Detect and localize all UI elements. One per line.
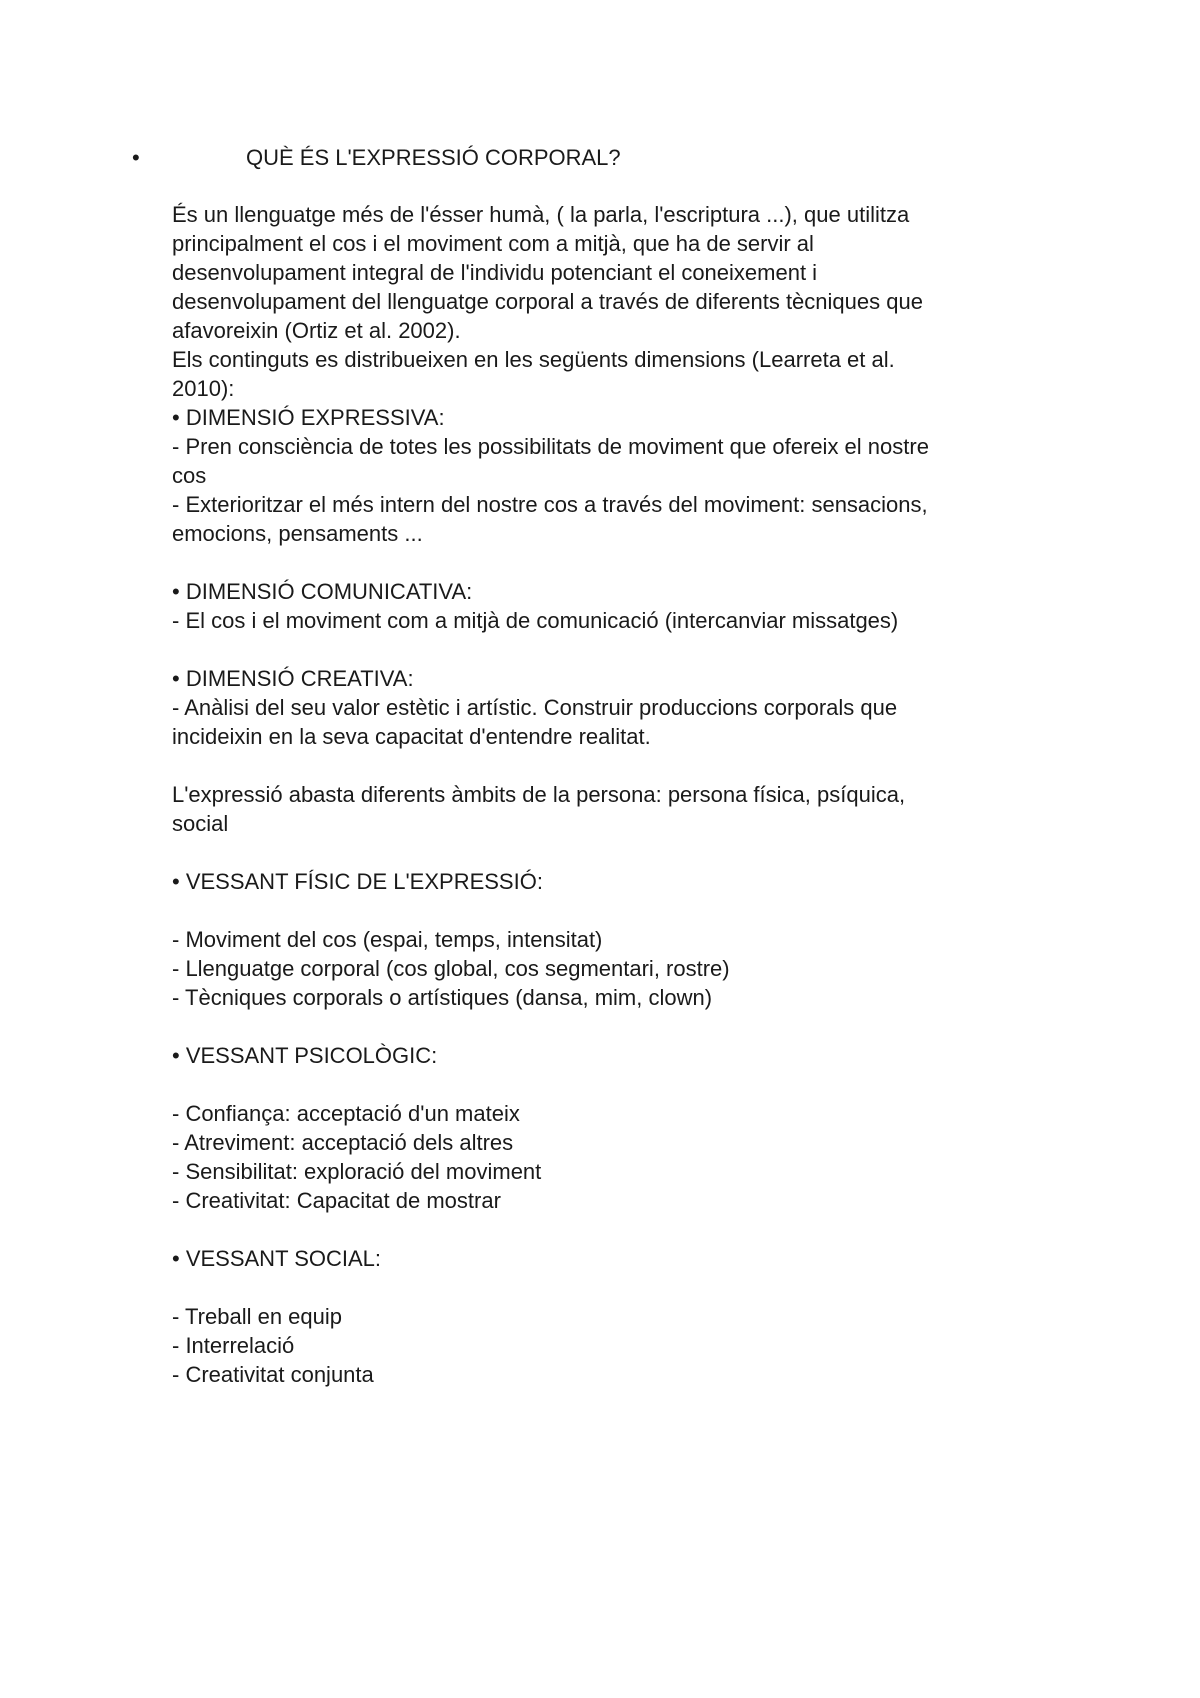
dimension-creativa-section [172, 664, 1032, 751]
vessant-psicologic-item: - Sensibilitat: exploració del moviment [172, 1159, 542, 1184]
dimension-expressiva-line: cos [172, 463, 207, 488]
heading-bullet: • [132, 145, 140, 170]
intro-line: desenvolupament integral de l'individu potenciant el coneixement i [172, 260, 818, 285]
vessant-social-item: - Treball en equip [172, 1304, 342, 1329]
spacer [172, 1012, 1032, 1041]
spacer [172, 1273, 1032, 1302]
vessant-psicologic-item: - Atreviment: acceptació dels altres [172, 1130, 514, 1155]
spacer [172, 896, 1032, 925]
dimension-comunicativa-line: - El cos i el moviment com a mitjà de comunicació (intercanviar missatges) [172, 608, 899, 633]
document-heading: QUÈ ÉS L'EXPRESSIÓ CORPORAL? [246, 145, 621, 170]
vessant-fisic-item: - Moviment del cos (espai, temps, intensitat) [172, 927, 603, 952]
spacer [172, 548, 1032, 577]
spacer [172, 635, 1032, 664]
vessant-psicologic-section [172, 1041, 1032, 1215]
vessant-psicologic-item: - Creativitat: Capacitat de mostrar [172, 1188, 501, 1213]
vessant-social-section [172, 1244, 1032, 1389]
vessant-social-title: • VESSANT SOCIAL: [172, 1246, 382, 1271]
spacer [172, 838, 1032, 867]
dimension-expressiva-line: - Pren consciència de totes les possibilitats de moviment que ofereix el nostre [172, 434, 929, 459]
spacer [172, 751, 1032, 780]
vessant-fisic-item: - Tècniques corporals o artístiques (dansa, mim, clown) [172, 985, 713, 1010]
dimension-creativa-line: - Anàlisi del seu valor estètic i artístic. Construir produccions corporals que [172, 695, 898, 720]
heading-row [0, 142, 1200, 174]
dimension-creativa-line: incideixin en la seva capacitat d'entendre realitat. [172, 724, 651, 749]
intro-paragraph [172, 200, 1032, 403]
ambits-line: L'expressió abasta diferents àmbits de la persona: persona física, psíquica, [172, 782, 906, 807]
vessant-fisic-title: • VESSANT FÍSIC DE L'EXPRESSIÓ: [172, 869, 543, 894]
vessant-psicologic-item: - Confiança: acceptació d'un mateix [172, 1101, 520, 1126]
vessant-psicologic-title: • VESSANT PSICOLÒGIC: [172, 1043, 438, 1068]
dimension-creativa-title: • DIMENSIÓ CREATIVA: [172, 666, 414, 691]
intro-line: afavoreixin (Ortiz et al. 2002). [172, 318, 461, 343]
intro-line: 2010): [172, 376, 235, 401]
document-body [172, 200, 1032, 1389]
vessant-social-item: - Interrelació [172, 1333, 295, 1358]
ambits-paragraph [172, 780, 1032, 838]
dimension-expressiva-line: emocions, pensaments ... [172, 521, 423, 546]
dimension-expressiva-title: • DIMENSIÓ EXPRESSIVA: [172, 405, 445, 430]
intro-line: principalment el cos i el moviment com a mitjà, que ha de servir al [172, 231, 814, 256]
intro-line: És un llenguatge més de l'ésser humà, ( la parla, l'escriptura ...), que utilitza [172, 202, 910, 227]
spacer [172, 1215, 1032, 1244]
vessant-social-item: - Creativitat conjunta [172, 1362, 374, 1387]
intro-line: Els continguts es distribueixen en les següents dimensions (Learreta et al. [172, 347, 895, 372]
dimension-expressiva-line: - Exterioritzar el més intern del nostre cos a través del moviment: sensacions, [172, 492, 928, 517]
vessant-fisic-section [172, 867, 1032, 1012]
vessant-fisic-item: - Llenguatge corporal (cos global, cos segmentari, rostre) [172, 956, 730, 981]
dimension-comunicativa-title: • DIMENSIÓ COMUNICATIVA: [172, 579, 473, 604]
dimension-expressiva-section [172, 403, 1032, 548]
intro-line: desenvolupament del llenguatge corporal a través de diferents tècniques que [172, 289, 923, 314]
ambits-line: social [172, 811, 229, 836]
dimension-comunicativa-section [172, 577, 1032, 635]
spacer [172, 1070, 1032, 1099]
